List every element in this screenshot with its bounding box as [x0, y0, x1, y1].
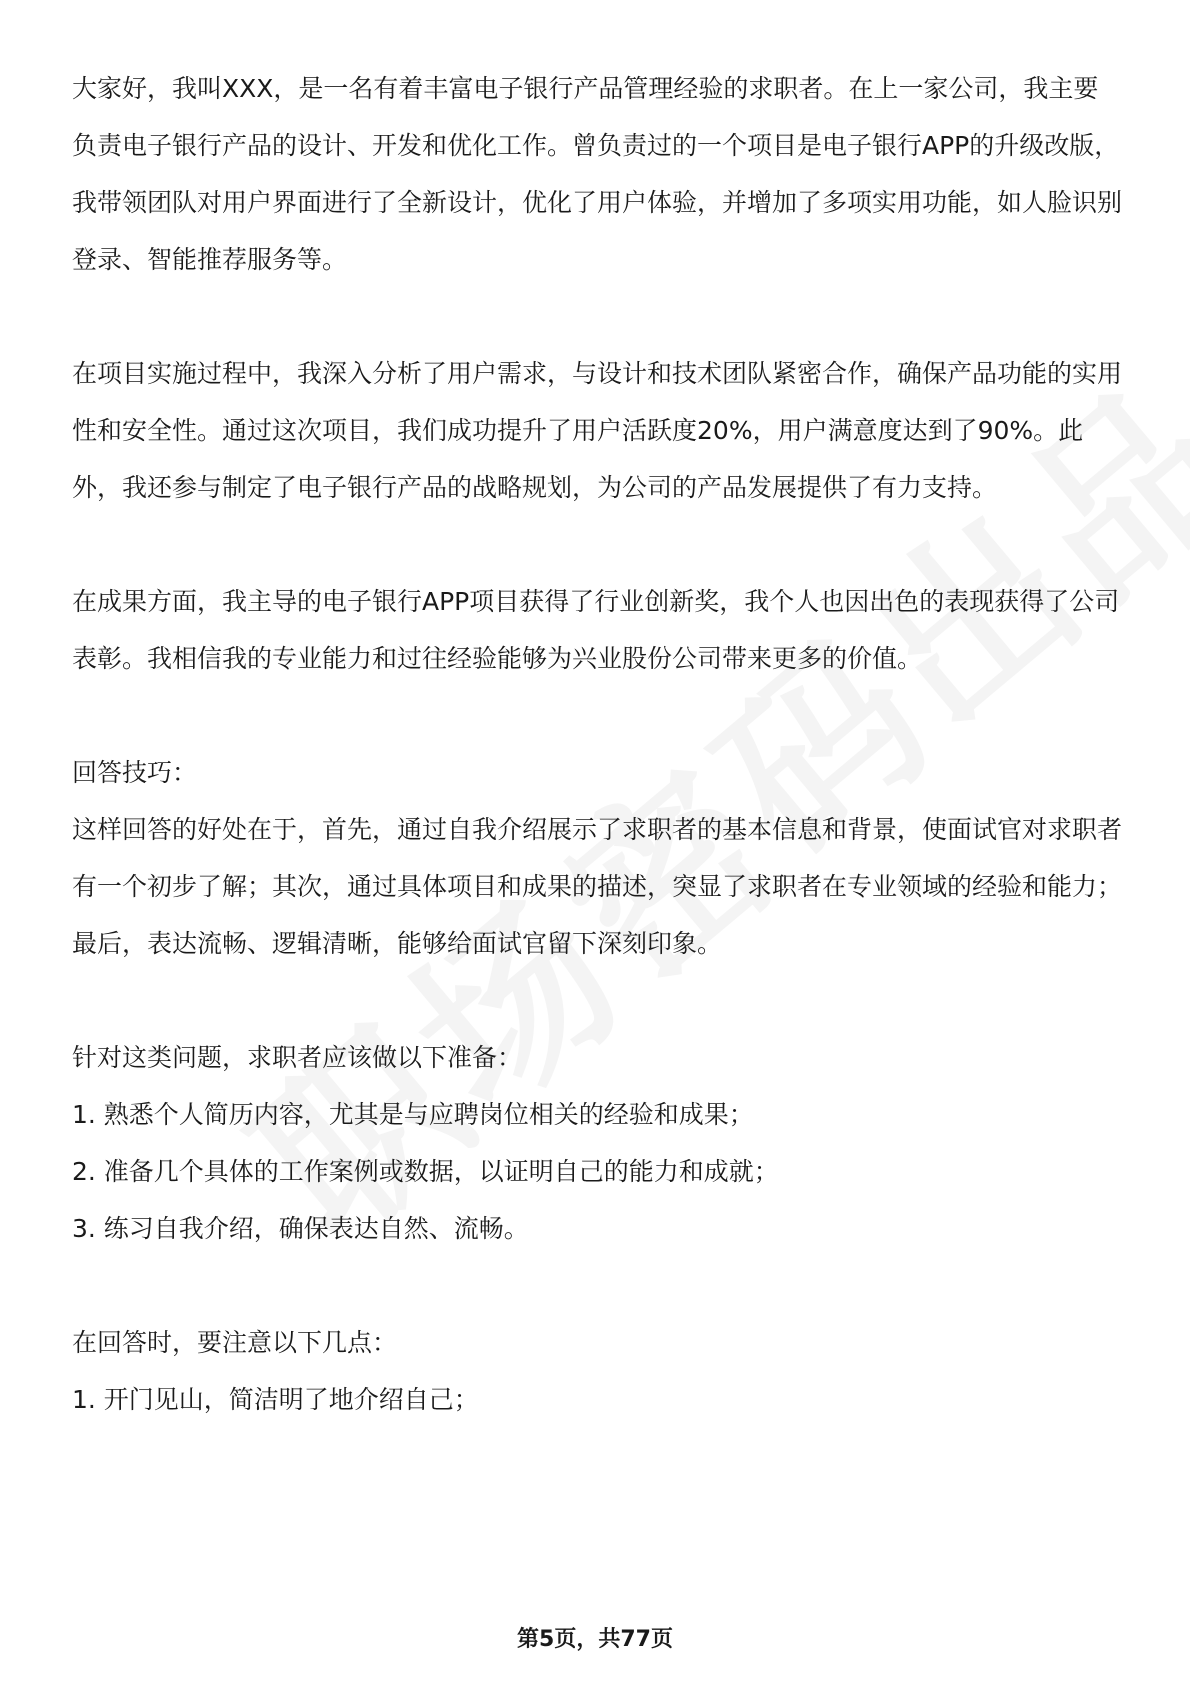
tips-heading: 回答技巧： — [72, 758, 198, 787]
prep-item: 2. 准备几个具体的工作案例或数据，以证明自己的能力和成就； — [72, 1157, 779, 1186]
prep-heading: 针对这类问题，求职者应该做以下准备： — [72, 1043, 523, 1072]
paragraph-gap — [72, 687, 1122, 744]
prep-item: 1. 熟悉个人简历内容，尤其是与应聘岗位相关的经验和成果； — [72, 1100, 754, 1129]
paragraph-gap — [72, 288, 1122, 345]
page-number: 第5页，共77页 — [517, 1627, 673, 1652]
paragraph-tips: 这样回答的好处在于，首先，通过自我介绍展示了求职者的基本信息和背景，使面试官对求职者有一个初步了解；其次，通过具体项目和成果的描述，突显了求职者在专业领域的经验和能力；最后，表达流畅、逻辑清晰，能够给面试官留下深刻印象。 — [72, 815, 1123, 958]
paragraph-achievements: 在成果方面，我主导的电子银行APP项目获得了行业创新奖，我个人也因出色的表现获得了公司表彰。我相信我的专业能力和过往经验能够为兴业股份公司带来更多的价值。 — [72, 587, 1120, 673]
notes-heading: 在回答时，要注意以下几点： — [72, 1328, 398, 1357]
paragraph-project: 在项目实施过程中，我深入分析了用户需求，与设计和技术团队紧密合作，确保产品功能的实用性和安全性。通过这次项目，我们成功提升了用户活跃度20%，用户满意度达到了90%。此外，我还参与制定了电子银行产品的战略规划，为公司的产品发展提供了有力支持。 — [72, 359, 1123, 502]
notes-item: 1. 开门见山，简洁明了地介绍自己； — [72, 1385, 479, 1414]
paragraph-intro: 大家好，我叫XXX，是一名有着丰富电子银行产品管理经验的求职者。在上一家公司，我主要负责电子银行产品的设计、开发和优化工作。曾负责过的一个项目是电子银行APP的升级改版，我带领团队对用户界面进行了全新设计，优化了用户体验，并增加了多项实用功能，如人脸识别登录、智能推荐服务等。 — [72, 74, 1123, 274]
paragraph-gap — [72, 972, 1122, 1029]
document-body — [72, 60, 1122, 1428]
paragraph-gap — [72, 516, 1122, 573]
paragraph-gap — [72, 1257, 1122, 1314]
prep-item: 3. 练习自我介绍，确保表达自然、流畅。 — [72, 1214, 529, 1243]
